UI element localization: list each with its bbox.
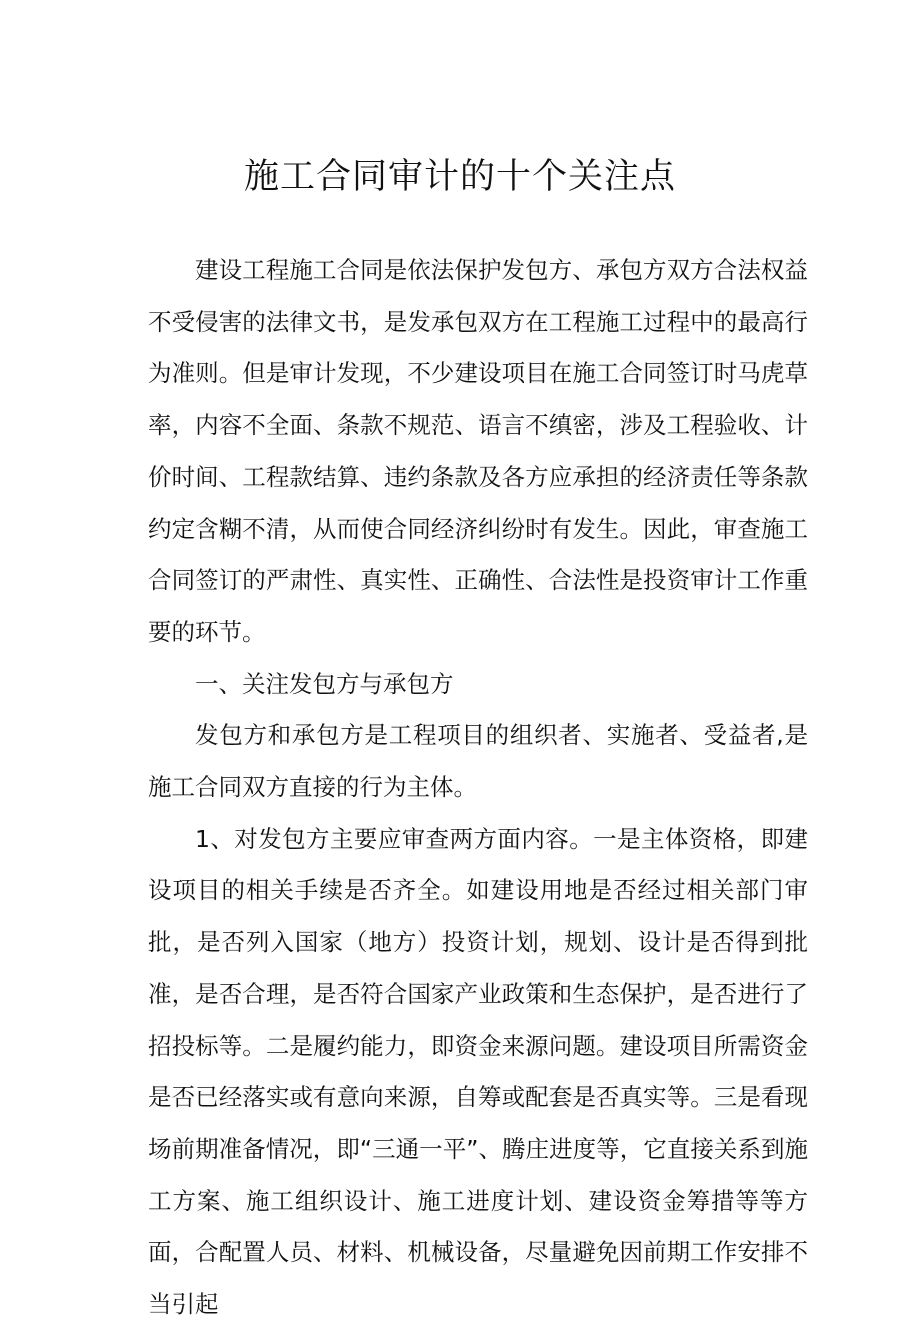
- section-1-paragraph: 发包方和承包方是工程项目的组织者、实施者、受益者,是施工合同双方直接的行为主体。: [148, 721, 808, 802]
- document-body: [148, 245, 808, 1331]
- section-heading-1: 一、关注发包方与承包方: [195, 669, 454, 698]
- document-title: 施工合同审计的十个关注点: [243, 157, 676, 197]
- section-1-item-1-paragraph: 1、对发包方主要应审查两方面内容。一是主体资格，即建设项目的相关手续是否齐全。如建设用地是否经过相关部门审批，是否列入国家（地方）投资计划，规划、设计是否得到批准，是否合理，是否符合国家产业政策和生态保护，是否进行了招投标等。二是履约能力，即资金来源问题。建设项目所需资金是否已经落实或有意向来源，自筹或配套是否真实等。三是看现场前期准备情况，即“三通一平”、腾庄进度等，它直接关系到施工方案、施工组织设计、施工进度计划、建设资金筹措等等方面，合配置人员、材料、机械设备，尽量避免因前期工作安排不当引起: [148, 824, 808, 1319]
- intro-paragraph: 建设工程施工合同是依法保护发包方、承包方双方合法权益不受侵害的法律文书，是发承包双方在工程施工过程中的最高行为准则。但是审计发现，不少建设项目在施工合同签订时马虎草率，内容不全面、条款不规范、语言不缜密，涉及工程验收、计价时间、工程款结算、违约条款及各方应承担的经济责任等条款约定含糊不清，从而使合同经济纠纷时有发生。因此，审查施工合同签订的严肃性、真实性、正确性、合法性是投资审计工作重要的环节。: [148, 256, 808, 646]
